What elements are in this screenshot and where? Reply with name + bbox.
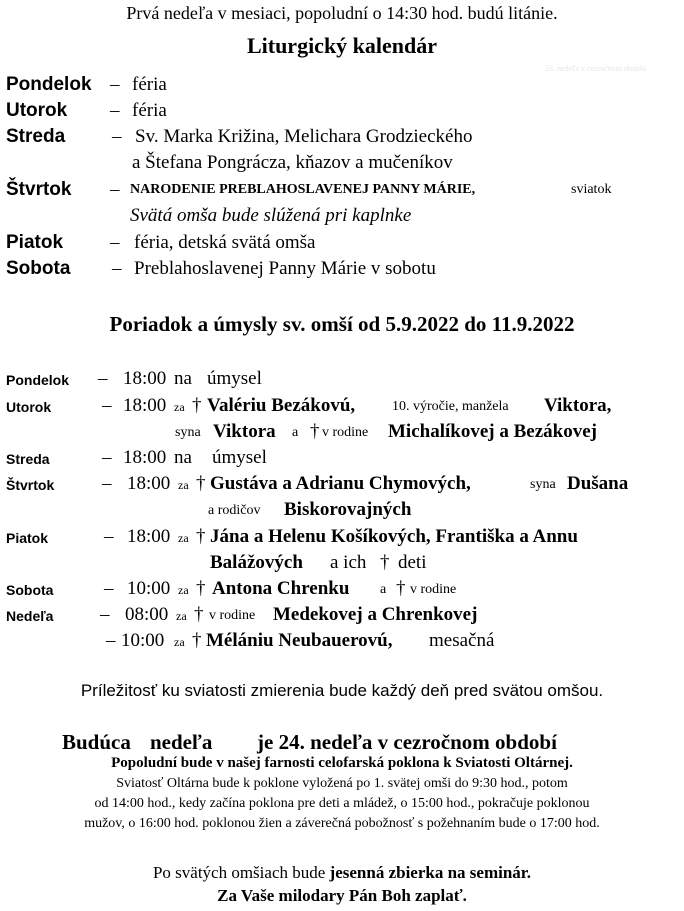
cal-thursday-note: Svätá omša bude slúžená pri kaplnke (130, 205, 412, 226)
mass-dash: – (104, 578, 114, 599)
cross-symbol: † (196, 526, 206, 547)
next-sunday-a: Budúca (62, 730, 131, 754)
mass-na: na (174, 447, 192, 468)
cal-text: féria, detská svätá omša (134, 232, 316, 253)
mass-intention: úmysel (212, 447, 267, 468)
cal-feast-rank: sviatok (571, 182, 612, 197)
cal-day: Pondelok (6, 74, 92, 95)
cal-dash: – (110, 232, 120, 253)
cross-symbol: † (192, 395, 202, 416)
mass-time: 18:00 (123, 447, 167, 468)
mass-note: v rodine (209, 608, 256, 623)
mass-name: Viktora, (544, 395, 612, 416)
cal-day: Utorok (6, 100, 68, 121)
cross-symbol: † (396, 578, 406, 599)
cal-text: féria (132, 100, 167, 121)
mass-name: Michalíkovej a Bezákovej (388, 421, 597, 442)
mass-note: a ich (330, 552, 367, 573)
mass-note: 10. výročie, manžela (392, 399, 509, 414)
mass-day: Pondelok (6, 372, 70, 388)
cal-row-wednesday-cont: a Štefana Pongrácza, kňazov a mučeníkov (132, 152, 453, 173)
mass-name: Medekovej a Chrenkovej (273, 604, 478, 625)
mass-day: Štvrtok (6, 477, 55, 493)
cal-feast: NARODENIE PREBLAHOSLAVENEJ PANNY MÁRIE, (130, 182, 476, 197)
mass-name: Valériu Bezákovú, (207, 395, 356, 416)
mass-dash: – (104, 526, 114, 547)
mass-note: syna (175, 425, 201, 440)
mass-dash: – (106, 630, 116, 651)
cal-text: Sv. Marka Križina, Melichara Grodzieckého (135, 126, 473, 147)
adoration-line-3: mužov, o 16:00 hod. poklonou žien a záverečná pobožnosť s požehnaním bude o 17:00 hod. (84, 816, 600, 831)
cross-symbol: † (194, 604, 204, 625)
collection-pre: Po svätých omšiach bude (152, 863, 326, 882)
mass-dash: – (102, 473, 112, 494)
mass-name: Mélániu Neubauerovú, (206, 630, 393, 651)
mass-day: Streda (6, 451, 50, 467)
mass-name: Gustáva a Adrianu Chymových, (210, 473, 471, 494)
cal-text: Preblahoslavenej Panny Márie v sobotu (134, 258, 436, 279)
cross-symbol: † (196, 578, 206, 599)
mass-name: Antona Chrenku (212, 578, 350, 599)
cross-symbol: † (196, 473, 206, 494)
mass-note: a (292, 425, 299, 440)
cal-dash: – (112, 126, 122, 147)
mass-note: syna (530, 477, 556, 492)
cross-symbol: † (310, 421, 320, 442)
mass-time: 18:00 (127, 526, 171, 547)
mass-note: a rodičov (208, 503, 261, 518)
cal-day: Streda (6, 126, 66, 147)
mass-dash: – (102, 447, 112, 468)
liturgical-calendar-title: Liturgický kalendár (246, 33, 438, 58)
mass-za: za (174, 635, 185, 649)
cross-symbol: † (380, 552, 390, 573)
faded-background-text: 23. nedeľa v cezročnom období (545, 64, 647, 73)
mass-za: za (178, 478, 189, 492)
cal-dash: – (112, 258, 122, 279)
thanks-line: Za Vaše milodary Pán Boh zaplať. (217, 886, 467, 905)
cal-day: Sobota (6, 258, 71, 279)
mass-note: a (380, 582, 387, 597)
mass-dash: – (98, 368, 108, 389)
mass-dash: – (100, 604, 110, 625)
cal-day: Štvrtok (6, 179, 72, 200)
cal-dash: – (110, 74, 120, 95)
next-sunday-b: nedeľa (150, 730, 213, 754)
mass-za: za (178, 583, 189, 597)
mass-za: za (178, 531, 189, 545)
mass-day: Sobota (6, 582, 54, 598)
next-sunday-c: je 24. nedeľa v cezročnom období (257, 730, 557, 754)
mass-schedule-title: Poriadok a úmysly sv. omší od 5.9.2022 do 11.9.2022 (109, 312, 575, 336)
mass-note: v rodine (322, 425, 369, 440)
mass-intention: úmysel (207, 368, 262, 389)
cal-dash: – (110, 100, 120, 121)
mass-time: 10:00 (121, 630, 165, 651)
mass-name: Biskorovajných (284, 499, 412, 520)
mass-note: v rodine (410, 582, 457, 597)
mass-note: mesačná (429, 630, 495, 651)
cal-dash: – (110, 179, 120, 200)
collection-notice (0, 863, 684, 883)
cal-day: Piatok (6, 232, 64, 253)
mass-name: Dušana (567, 473, 629, 494)
mass-na: na (174, 368, 192, 389)
mass-name: Jána a Helenu Košíkových, Františka a Annu (210, 526, 578, 547)
cal-text: féria (132, 74, 167, 95)
mass-name: Balážových (210, 552, 303, 573)
adoration-line-2: od 14:00 hod., kedy začína poklona pre deti a mládež, o 15:00 hod., pokračuje poklonou (94, 796, 590, 811)
mass-time: 10:00 (127, 578, 171, 599)
adoration-line-1: Sviatosť Oltárna bude k poklone vyložená po 1. svätej omši do 9:30 hod., potom (116, 776, 568, 791)
mass-za: za (176, 609, 187, 623)
mass-time: 18:00 (127, 473, 171, 494)
mass-time: 18:00 (123, 368, 167, 389)
mass-day: Utorok (6, 399, 52, 415)
intro-litany-notice: Prvá nedeľa v mesiaci, popoludní o 14:30 hod. budú litánie. (126, 3, 558, 23)
mass-dash: – (102, 395, 112, 416)
adoration-title: Popoludní bude v našej farnosti celofarská poklona k Sviatosti Oltárnej. (111, 755, 573, 771)
confession-notice: Príležitosť ku sviatosti zmierenia bude každý deň pred svätou omšou. (80, 681, 604, 700)
mass-note: deti (398, 552, 427, 573)
mass-time: 18:00 (123, 395, 167, 416)
mass-time: 08:00 (125, 604, 169, 625)
cross-symbol: † (192, 630, 202, 651)
mass-za: za (174, 400, 185, 414)
mass-name: Viktora (213, 421, 276, 442)
mass-day: Nedeľa (6, 608, 54, 624)
collection-bold: jesenná zbierka na seminár. (329, 863, 532, 882)
mass-day: Piatok (6, 530, 49, 546)
